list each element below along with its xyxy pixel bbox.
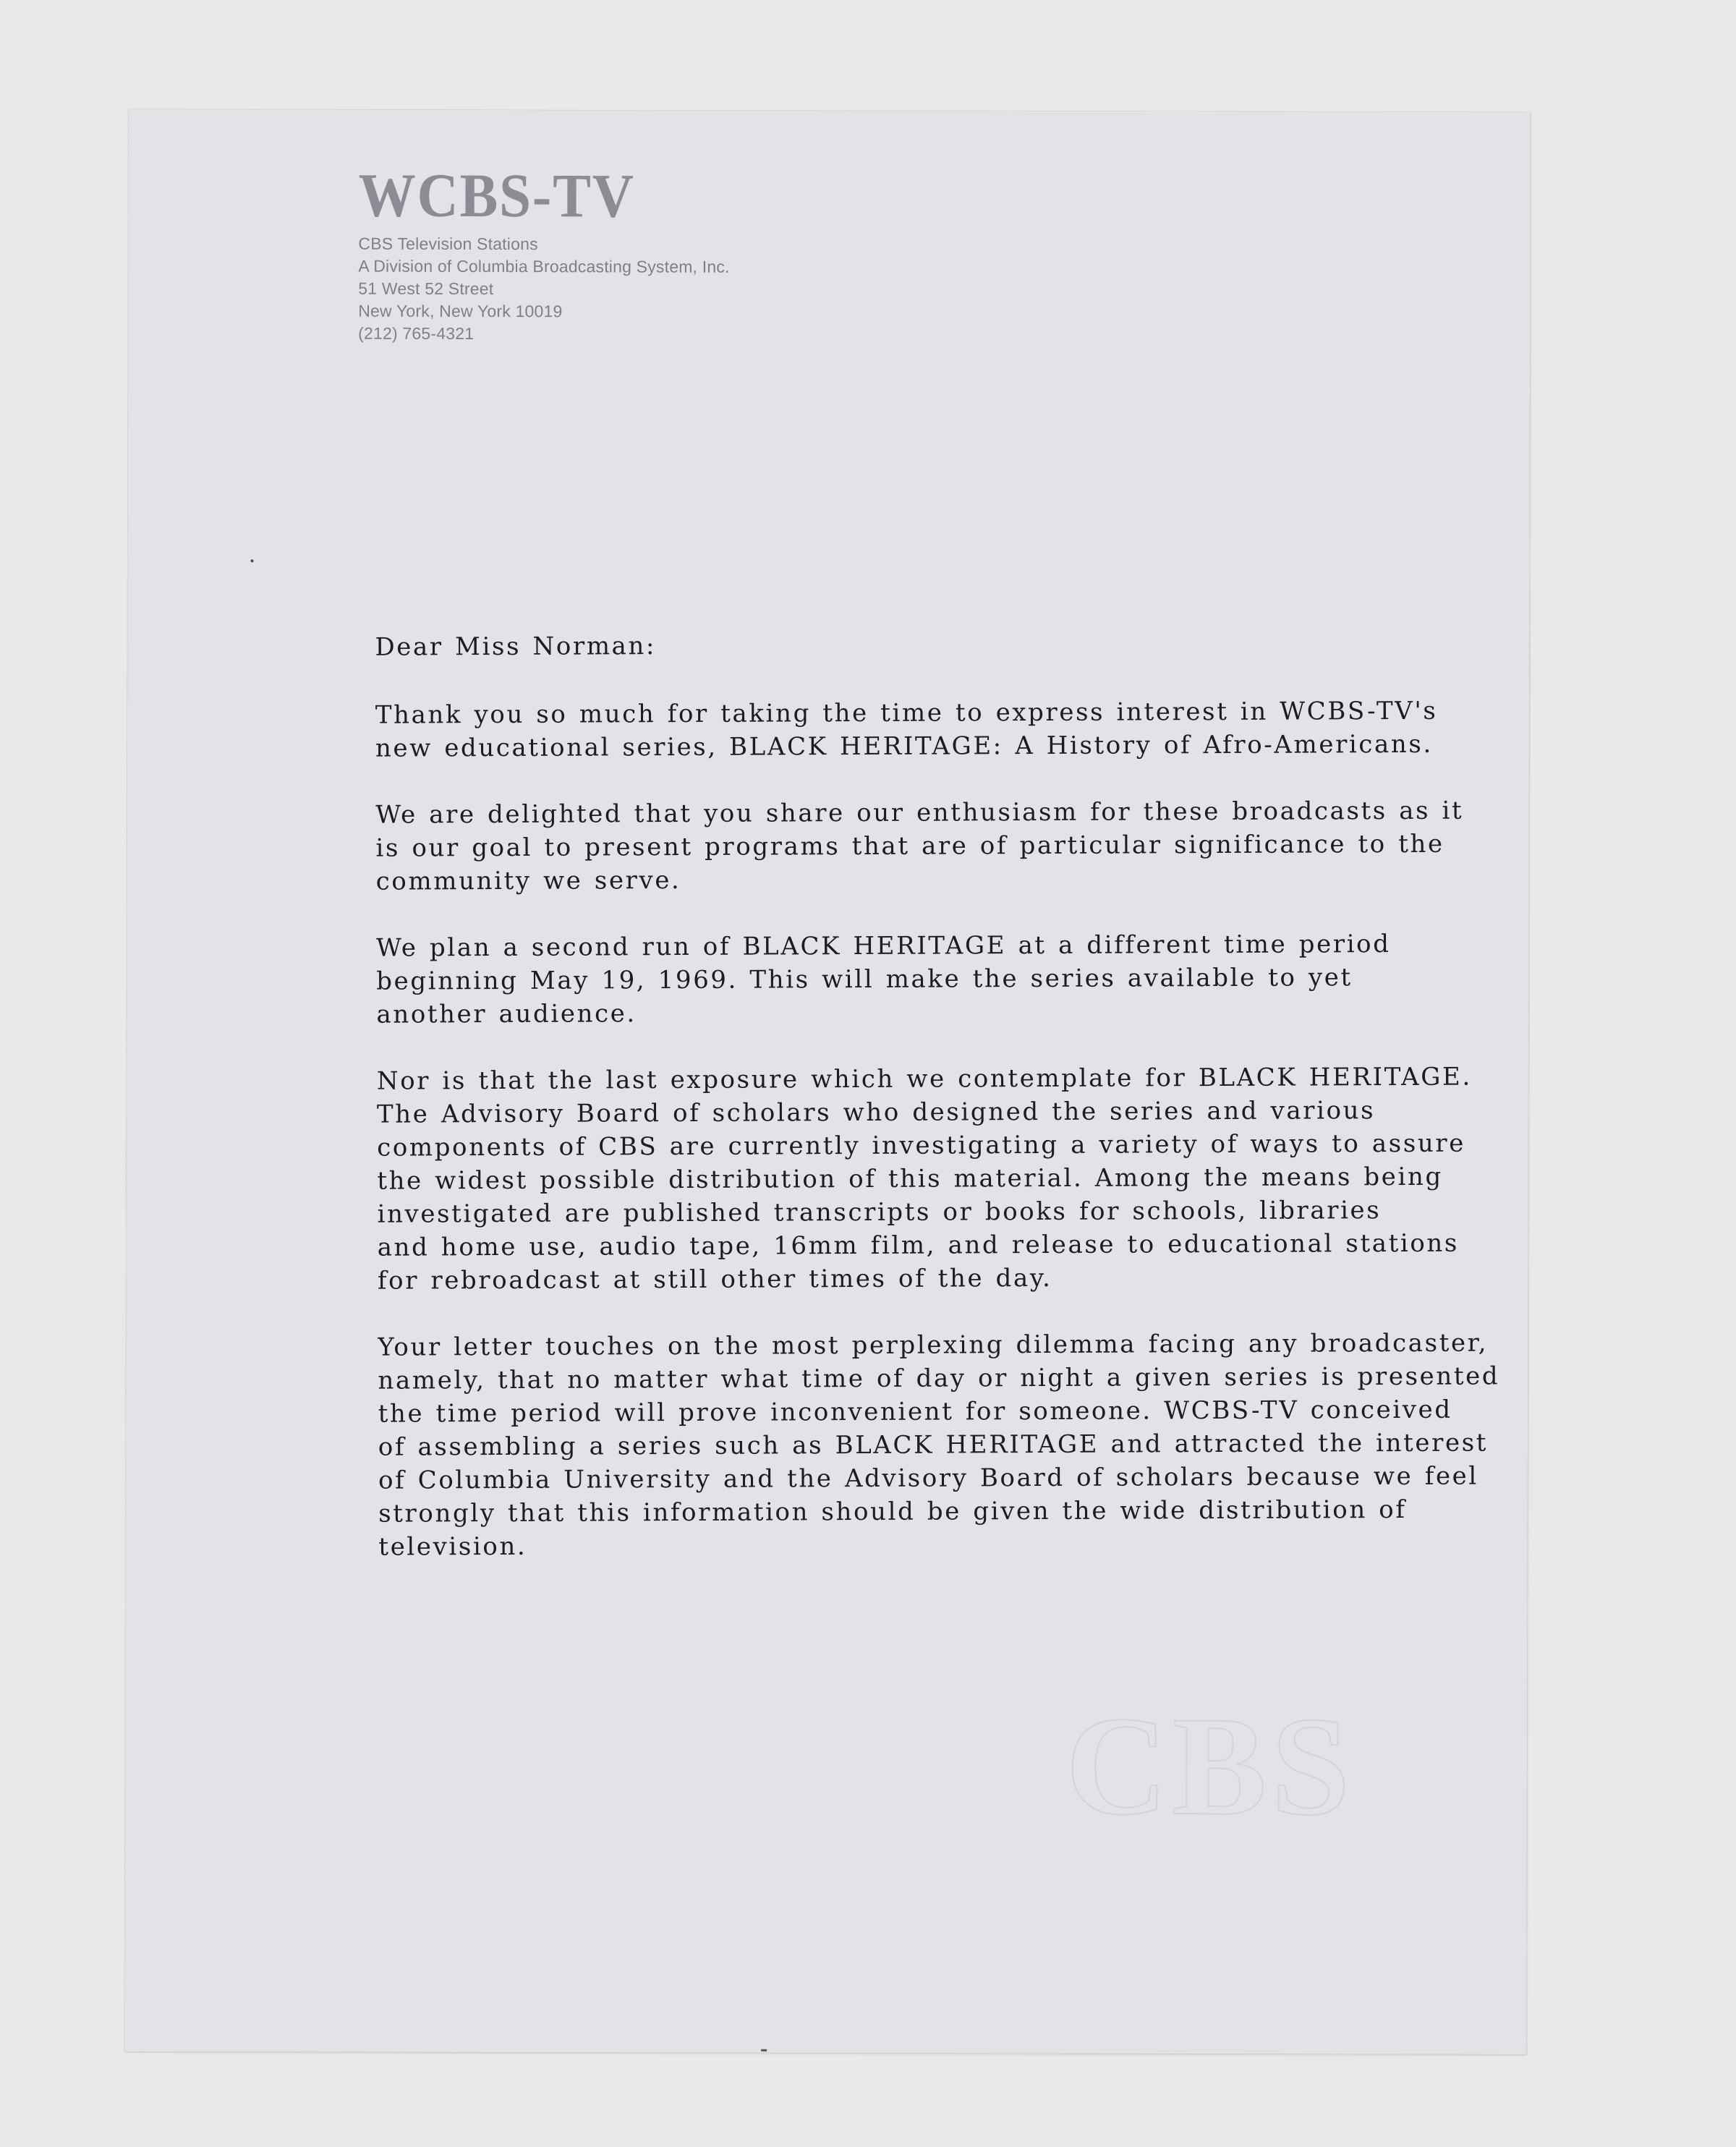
text-line: is our goal to present programs that are of particular significance to the	[375, 829, 1444, 863]
text-line: of assembling a series such as BLACK HERITAGE and attracted the interest	[378, 1428, 1489, 1462]
paragraph	[375, 794, 1505, 898]
letterhead	[358, 162, 730, 346]
text-line: namely, that no matter what time of day or night a given series is presented	[378, 1361, 1500, 1395]
address-line: A Division of Columbia Broadcasting System, Inc.	[358, 256, 730, 276]
text-line: the widest possible distribution of this material. Among the means being	[377, 1162, 1443, 1196]
text-line: Your letter touches on the most perplexing dilemma facing any broadcaster,	[378, 1328, 1489, 1362]
text-line: and home use, audio tape, 16mm film, and release to educational stations	[377, 1228, 1460, 1262]
cbs-watermark: CBS	[1065, 1687, 1355, 1845]
station-name: WCBS-TV	[358, 160, 635, 231]
letter-sheet	[124, 109, 1531, 2054]
text-line: components of CBS are currently investigating a variety of ways to assure	[377, 1128, 1465, 1162]
text-line: investigated are published transcripts or books for schools, libraries	[377, 1196, 1382, 1229]
paragraph	[376, 927, 1505, 1031]
paper-mark	[251, 559, 254, 562]
text-line: for rebroadcast at still other times of the day.	[377, 1263, 1052, 1296]
paper-mark	[761, 2049, 767, 2052]
text-line: Nor is that the last exposure which we contemplate for BLACK HERITAGE.	[376, 1062, 1472, 1096]
text-line: Thank you so much for taking the time to express interest in WCBS-TV's	[375, 696, 1438, 730]
paragraph	[378, 1326, 1507, 1563]
paragraph	[375, 694, 1504, 765]
text-line: the time period will prove inconvenient for someone. WCBS-TV conceived	[378, 1395, 1452, 1429]
text-line: another audience.	[376, 999, 637, 1029]
letter-body	[375, 626, 1507, 1597]
text-line: television.	[378, 1531, 527, 1562]
letterhead-address	[358, 233, 730, 346]
text-line: of Columbia University and the Advisory Board of scholars because we feel	[378, 1461, 1478, 1495]
text-line: strongly that this information should be given the wide distribution of	[378, 1495, 1407, 1529]
salutation: Dear Miss Norman:	[375, 632, 657, 662]
text-line: We plan a second run of BLACK HERITAGE at a different time period	[375, 930, 1391, 963]
text-line: We are delighted that you share our enthusiasm for these broadcasts as it	[375, 796, 1464, 830]
text-line: The Advisory Board of scholars who designed the series and various	[376, 1096, 1376, 1129]
paragraph	[377, 1060, 1506, 1297]
text-line: new educational series, BLACK HERITAGE: A History of Afro-Americans.	[375, 729, 1433, 763]
address-line: New York, New York 10019	[358, 301, 563, 321]
text-line: beginning May 19, 1969. This will make the series available to yet	[376, 963, 1353, 996]
address-line: CBS Television Stations	[358, 234, 538, 254]
text-line: community we serve.	[375, 865, 681, 896]
address-line: 51 West 52 Street	[358, 279, 494, 299]
address-line: (212) 765-4321	[358, 323, 475, 343]
